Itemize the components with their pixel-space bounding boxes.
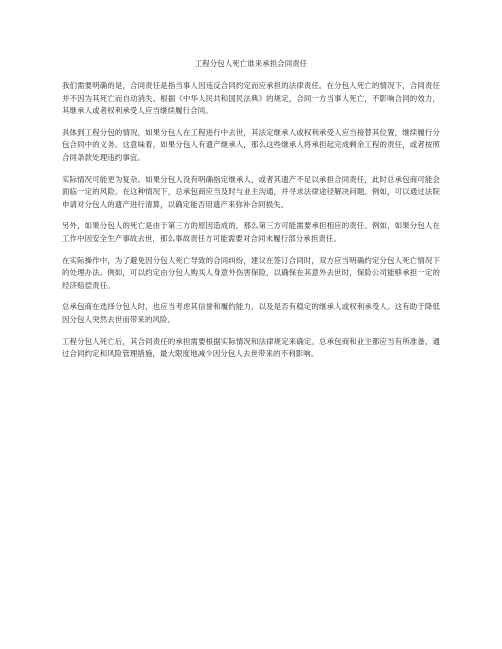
paragraph: 另外，如果分包人的死亡是由于第三方的原因造成的，那么第三方可能需要承担相应的责任。例如，如果分包人在工作中因安全生产事故去世，那么事故责任方可能需要对合同未履行部分承担责任。 [62,221,440,243]
document-title: 工程分包人死亡谁来承担合同责任 [194,59,308,68]
paragraph: 总承包商在选择分包人时，也应当考虑其信誉和履约能力，以及是否有稳定的继承人或权利承受人。这有助于降低因分包人突然去世而带来的风险。 [62,302,440,324]
document-body [62,80,440,370]
paragraph: 在实际操作中，为了避免因分包人死亡导致的合同纠纷，建议在签订合同时，双方应当明确约定分包人死亡情况下的处理办法。例如，可以约定由分包人购买人身意外伤害保险，以确保在其意外去世时，保险公司能够承担一定的经济赔偿责任。 [62,255,440,290]
paragraph: 实际情况可能更为复杂。如果分包人没有明确指定继承人，或者其遗产不足以承担合同责任，此时总承包商可能会面临一定的风险。在这种情况下，总承包商应当及时与业主沟通，并寻求法律途径解决问题。例如，可以通过法院申请对分包人的遗产进行清算，以确定能否用遗产来弥补合同损失。 [62,174,440,209]
paragraph: 工程分包人死亡后，其合同责任的承担需要根据实际情况和法律规定来确定。总承包商和业主都应当有所准备，通过合同约定和风险管理措施，最大限度地减少因分包人去世带来的不利影响。 [62,336,440,359]
paragraph: 我们需要明确的是，合同责任是指当事人因违反合同约定而应承担的法律责任。在分包人死亡的情况下，合同责任并不因为其死亡而自动消失。根据《中华人民共和国民法典》的规定，合同一方当事人死亡，不影响合同的效力，其继承人或者权利承受人应当继续履行合同。 [62,81,440,116]
paragraph: 具体到工程分包的情况，如果分包人在工程进行中去世，其法定继承人或权利承受人应当接替其位置，继续履行分包合同中的义务。这意味着，如果分包人有遗产继承人，那么这些继承人将承担起完成剩余工程的责任，或者按照合同条款处理违约事宜。 [62,127,440,162]
